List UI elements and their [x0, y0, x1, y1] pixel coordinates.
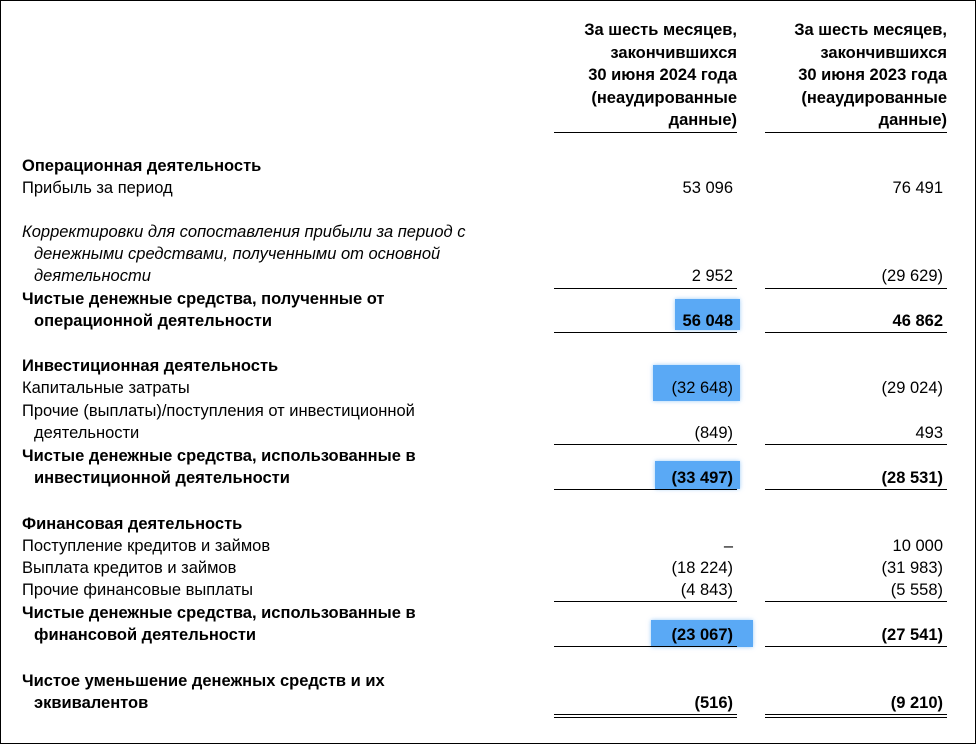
- row-label-net-operating-cont: операционной деятельности: [34, 312, 272, 330]
- value-net-financing-2024: (23 067): [671, 626, 733, 644]
- total-line: [554, 332, 737, 333]
- value-other-investing-2024: (849): [694, 424, 733, 442]
- double-underline: [765, 717, 947, 718]
- total-line: [554, 646, 737, 647]
- row-label-net-operating: Чистые денежные средства, полученные от: [22, 290, 385, 308]
- row-label-adjustments: Корректировки для сопоставления прибыли за период с: [22, 223, 466, 241]
- header-line: данные): [668, 111, 737, 129]
- header-underline: [765, 132, 947, 133]
- subtotal-line: [554, 444, 737, 445]
- row-label-other-investing-cont: деятельности: [34, 424, 140, 442]
- section-title-operating: Операционная деятельность: [22, 157, 262, 175]
- value-loans-received-2023: 10 000: [892, 537, 943, 555]
- row-label-loans-received: Поступление кредитов и займов: [22, 537, 271, 555]
- value-net-operating-2023: 46 862: [892, 312, 943, 330]
- double-underline: [554, 714, 737, 715]
- row-label-net-decrease: Чистое уменьшение денежных средств и их: [22, 672, 385, 690]
- value-other-financing-2024: (4 843): [680, 581, 733, 599]
- row-label-capex: Капитальные затраты: [22, 379, 190, 397]
- header-line: За шесть месяцев,: [794, 21, 947, 39]
- header-underline: [554, 132, 737, 133]
- column-header-2023: [747, 19, 947, 132]
- row-label-other-financing: Прочие финансовые выплаты: [22, 581, 254, 599]
- row-label-adjustments-cont: денежными средствами, полученными от основной: [34, 245, 441, 263]
- double-underline: [554, 717, 737, 718]
- row-label-net-financing: Чистые денежные средства, использованные в: [22, 604, 416, 622]
- value-net-investing-2024: (33 497): [671, 469, 733, 487]
- header-line: За шесть месяцев,: [584, 21, 737, 39]
- header-line: 30 июня 2024 года: [588, 66, 737, 84]
- total-line: [765, 489, 947, 490]
- row-label-loans-repaid: Выплата кредитов и займов: [22, 559, 237, 577]
- value-other-financing-2023: (5 558): [890, 581, 943, 599]
- value-net-decrease-2024: (516): [694, 694, 733, 712]
- total-line: [765, 332, 947, 333]
- value-other-investing-2023: 493: [915, 424, 943, 442]
- value-loans-received-2024: –: [723, 537, 733, 555]
- value-profit-2023: 76 491: [892, 179, 943, 197]
- value-net-operating-2024: 56 048: [682, 312, 733, 330]
- header-line: закончившихся: [820, 43, 947, 62]
- row-label-net-investing-cont: инвестиционной деятельности: [34, 469, 290, 487]
- value-loans-repaid-2023: (31 983): [881, 559, 943, 577]
- header-line: закончившихся: [610, 43, 737, 62]
- header-line: 30 июня 2023 года: [798, 66, 947, 84]
- value-capex-2023: (29 024): [881, 379, 943, 397]
- value-net-investing-2023: (28 531): [881, 469, 943, 487]
- row-label-net-financing-cont: финансовой деятельности: [34, 626, 257, 644]
- section-title-investing: Инвестиционная деятельность: [22, 357, 279, 375]
- subtotal-line: [554, 601, 737, 602]
- row-label-net-decrease-cont: эквивалентов: [34, 694, 149, 712]
- subtotal-line: [765, 601, 947, 602]
- value-net-financing-2023: (27 541): [881, 626, 943, 644]
- value-adjustments-2023: (29 629): [881, 267, 943, 285]
- total-line: [765, 646, 947, 647]
- value-capex-2024: (32 648): [671, 379, 733, 397]
- subtotal-line: [765, 444, 947, 445]
- value-adjustments-2024: 2 952: [691, 267, 733, 285]
- subtotal-line: [765, 288, 947, 289]
- row-label-profit: Прибыль за период: [22, 179, 173, 197]
- subtotal-line: [554, 288, 737, 289]
- section-title-financing: Финансовая деятельность: [22, 515, 243, 533]
- column-header-2024: [537, 19, 737, 132]
- header-line: (неаудированные: [591, 88, 737, 107]
- value-loans-repaid-2024: (18 224): [671, 559, 733, 577]
- value-profit-2024: 53 096: [682, 179, 733, 197]
- header-line: (неаудированные: [801, 88, 947, 107]
- header-line: данные): [878, 111, 947, 129]
- row-label-adjustments-cont: деятельности: [34, 267, 151, 285]
- total-line: [554, 489, 737, 490]
- row-label-other-investing: Прочие (выплаты)/поступления от инвестиционной: [22, 402, 415, 420]
- row-label-net-investing: Чистые денежные средства, использованные в: [22, 447, 416, 465]
- value-net-decrease-2023: (9 210): [890, 694, 943, 712]
- double-underline: [765, 714, 947, 715]
